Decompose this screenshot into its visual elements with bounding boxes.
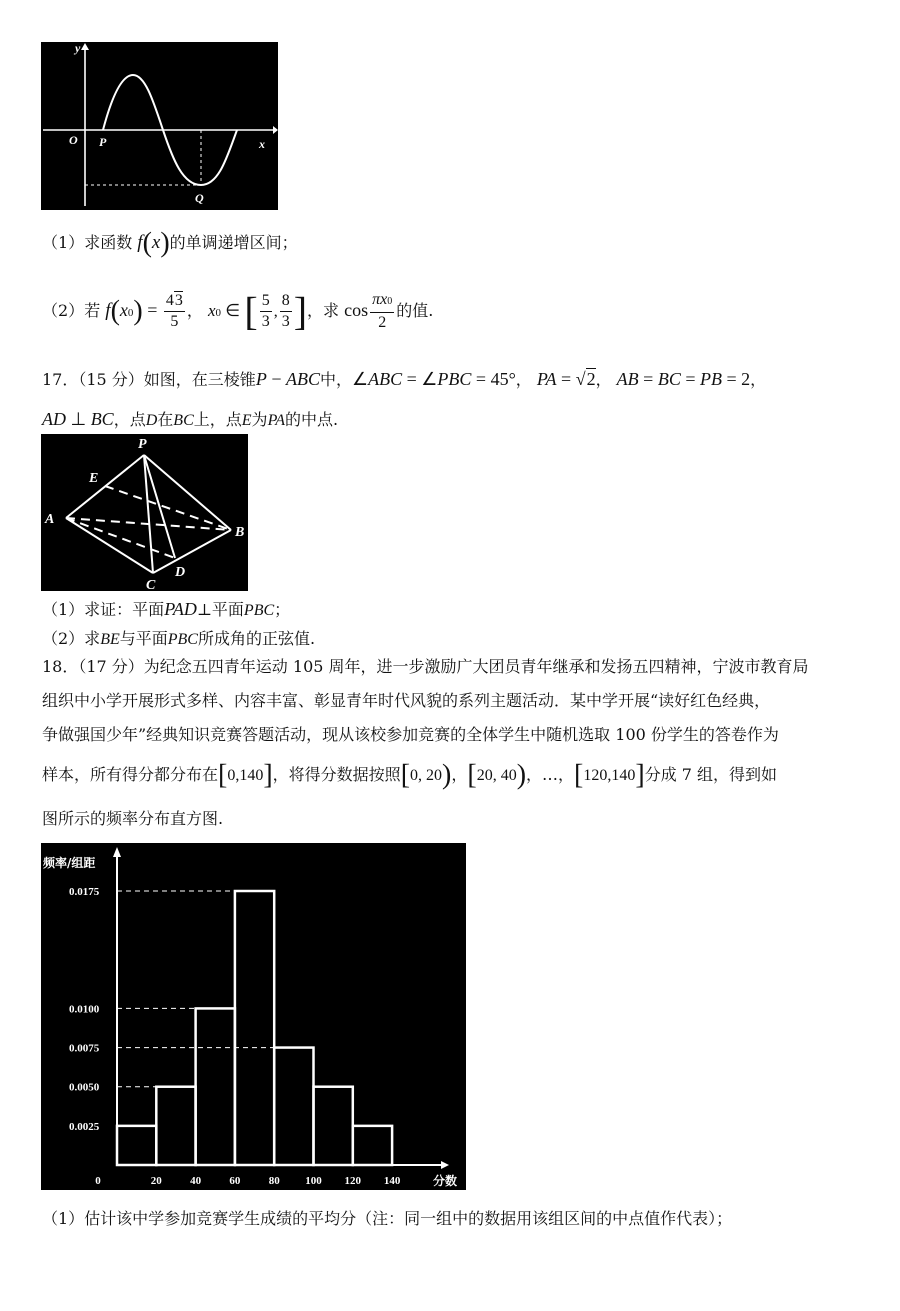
label-E: E <box>89 471 99 486</box>
histogram-figure <box>41 843 466 1190</box>
histogram-bar <box>156 1087 195 1165</box>
point-q-label: Q <box>195 191 204 205</box>
q17-line2: AD ⊥ BC，点D在BC上，点E为PA的中点. <box>42 409 339 429</box>
q16-part1: （1）求函数 f(x)的单调递增区间； <box>42 227 298 259</box>
y-tick-label: 0.0025 <box>69 1120 100 1133</box>
x-tick-label: 20 <box>150 1175 162 1187</box>
q17-line1: 17．（15 分）如图，在三棱锥P − ABC中，∠ABC = ∠PBC = 45°， PA = √2， AB = BC = PB = 2， <box>42 369 767 389</box>
x-axis-label: x <box>259 137 265 151</box>
x-tick-label: 60 <box>229 1175 241 1187</box>
histogram-bar <box>196 1008 235 1165</box>
y-tick-label: 0.0175 <box>69 886 100 898</box>
point-p-label: P <box>99 135 107 149</box>
x-tick-label: 100 <box>305 1175 322 1187</box>
origin-label: O <box>69 133 78 147</box>
function-graph-figure <box>41 42 278 210</box>
histogram-bar <box>117 1126 156 1165</box>
q18-line1: 18．（17 分）为纪念五四青年运动 105 周年，进一步激励广大团员青年继承和发扬五四精神，宁波市教育局 <box>42 657 809 676</box>
label-B: B <box>235 525 245 540</box>
label-A: A <box>45 512 55 527</box>
label-D: D <box>175 565 186 580</box>
q18-line2: 组织中小学开展形式多样、内容丰富、彰显青年时代风貌的系列主题活动．某中学开展“读好红色经典， <box>42 691 771 710</box>
y-tick-label: 0.0050 <box>69 1081 100 1094</box>
x-tick-label: 40 <box>190 1175 202 1187</box>
x-tick-label: 0 <box>95 1175 101 1187</box>
q18-sub1: （1）估计该中学参加竞赛学生成绩的平均分（注：同一组中的数据用该组区间的中点值作代表）； <box>42 1209 733 1228</box>
x-tick-label: 140 <box>383 1175 401 1187</box>
histogram-bar <box>314 1087 353 1165</box>
q16-part2: （2）若 f(x0) = $\frac{43}{5}$ ， x0 ∈ [ $\frac{5}{3}$ , $\frac{8}{3}$ ]，求 cos $\frac{\pi x0}{2}$ 的值. <box>42 288 434 334</box>
histogram-bar <box>235 891 274 1165</box>
x-tick-label: 80 <box>268 1175 280 1187</box>
q18-line4: 样本，所有得分都分布在[0,140]，将得分数据按照[0, 20)，[20, 40)，…，[120,140]分成 7 组，得到如 <box>42 759 778 791</box>
q18-line5: 图所示的频率分布直方图. <box>42 809 224 828</box>
y-axis-label: y <box>75 42 81 55</box>
pyramid-figure <box>41 434 248 591</box>
y-tick-label: 0.0075 <box>69 1042 100 1055</box>
x-tick-label: 120 <box>344 1175 362 1187</box>
histogram-x-label: 分数 <box>433 1174 458 1188</box>
q17-sub2: （2）求BE与平面PBC所成角的正弦值. <box>42 629 316 648</box>
histogram-bar <box>274 1048 313 1165</box>
label-C: C <box>146 578 156 591</box>
histogram-svg <box>41 843 466 1190</box>
q17-sub1: （1）求证：平面PAD⊥平面PBC； <box>42 599 291 619</box>
y-tick-label: 0.0100 <box>69 1003 100 1016</box>
label-P: P <box>138 437 147 452</box>
q18-line3: 争做强国少年”经典知识竞赛答题活动，现从该校参加竞赛的全体学生中随机选取 100 份学生的答卷作为 <box>42 725 779 744</box>
histogram-bar <box>353 1126 392 1165</box>
histogram-y-label: 频率/组距 <box>43 856 96 870</box>
